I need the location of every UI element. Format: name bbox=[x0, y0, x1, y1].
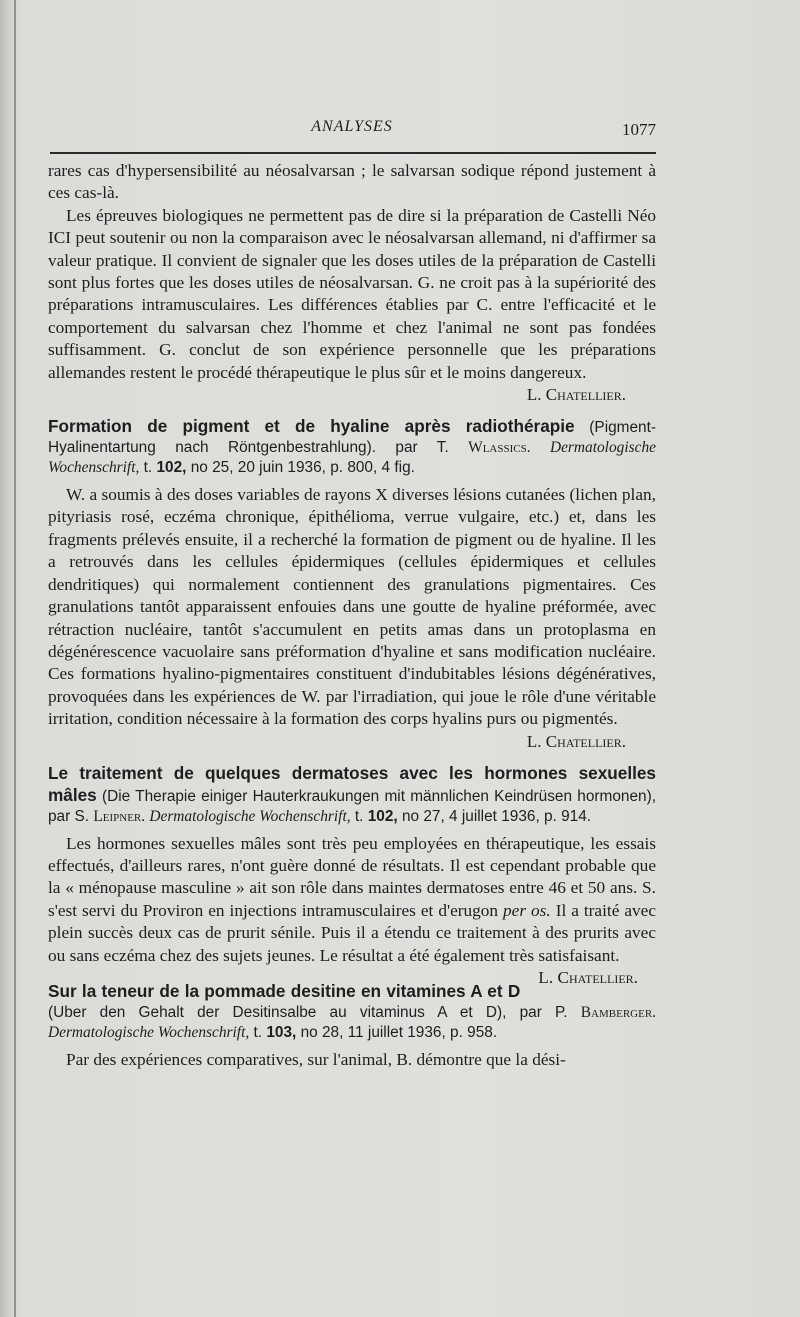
article3-journal: Dermatologische Wochenschrift, bbox=[149, 807, 351, 825]
article4-title: Sur la teneur de la pommade desitine en vitamines A et D bbox=[48, 980, 521, 1001]
article1-paragraph1: rares cas d'hypersensibilité au néosalvarsan ; le salvarsan sodique répond justement à ces cas-là. bbox=[48, 161, 656, 203]
article2-signature: L. Chatellier. bbox=[526, 731, 626, 751]
page-header bbox=[48, 118, 656, 142]
article2-journal: Dermatologische Wochenschrift, bbox=[48, 439, 656, 477]
article3-signature: L. Chatellier. bbox=[538, 967, 638, 987]
article3-heading bbox=[48, 763, 656, 827]
article3-title: Le traitement de quelques dermatoses avec les hormones sexuelles mâles bbox=[48, 762, 656, 805]
page-body bbox=[48, 160, 656, 1071]
binding-gutter bbox=[14, 0, 16, 1317]
article3-body-b: Il a traité avec plein succès deux cas de prurit sénile. Puis il a étendu ce traitement à des prurits avec ou sans eczéma chez des sujets jeunes. Le résultat a été également très satisfaisant. bbox=[48, 900, 656, 965]
article4-ref-a: (Uber den Gehalt der Desitinsalbe au vitaminus A et D), par P. bbox=[48, 1003, 568, 1021]
article2-body: W. a soumis à des doses variables de rayons X diverses lésions cutanées (lichen plan, pityriasis rosé, eczéma chronique, épithélioma, verrue vulgaire, etc.) et, dans les fragments prélevés ensuite, il a recherché la formation de pigment ou de hyaline. Il les a retrouvés dans les cellules épidermiques (cellules épidermiques et cellules dendritiques) qui normalement contiennent des granulations pigmentaires. Ces granulations tantôt apparaissent enfouies dans une goutte de hyaline préformée, avec rétraction nucléaire, tantôt s'accumulent en petits amas dans un protoplasma en dégénérescence vacuolaire sans préformation d'hyaline et sans modification nucléaire. Ces formations hyalino-pigmentaires constituent d'indubitables lésions dégénératives, provoquées dans les expériences de W. par l'irradiation, qui joue le rôle d'une véritable irritation, condition nécessaire à la formation des corps hyalins purs ou pigmentés. bbox=[48, 485, 656, 729]
header-rule bbox=[50, 152, 656, 154]
article4-author: Bamberger. bbox=[580, 1003, 657, 1021]
article3-body bbox=[48, 833, 656, 987]
article4-volume: 103, bbox=[266, 1023, 297, 1041]
article4-ref-c: no 28, 11 juillet 1936, p. 958. bbox=[300, 1023, 498, 1041]
article4-body: Par des expériences comparatives, sur l'animal, B. démontre que la dési- bbox=[66, 1049, 566, 1069]
article2-title: Formation de pigment et de hyaline après radiothérapie bbox=[48, 416, 575, 437]
article4-ref-b: t. bbox=[253, 1023, 263, 1041]
article4-journal: Dermatologische Wochenschrift, bbox=[48, 1023, 250, 1041]
article2-author: Wlassics. bbox=[468, 439, 531, 457]
article2-ref-c: no 25, 20 juin 1936, p. 800, 4 fig. bbox=[190, 459, 415, 477]
article2-volume: 102, bbox=[156, 459, 187, 477]
article3-body-a: Les hormones sexuelles mâles sont très peu employées en thérapeutique, les essais effectués, d'ailleurs rares, n'ont guère donné de résultats. Il est cependant probable que la « ménopause masculine » ait son rôle dans maintes dermatoses entre 46 et 50 ans. S. s'est servi du Proviron en injections intramusculaires et d'erugon bbox=[48, 833, 656, 920]
article3-per-os: per os. bbox=[503, 900, 551, 920]
page-number: 1077 bbox=[622, 120, 656, 139]
article2-ref-b: t. bbox=[143, 459, 153, 477]
article3-ref-b: t. bbox=[354, 807, 364, 825]
article3-volume: 102, bbox=[367, 807, 398, 825]
article1-signature: L. Chatellier. bbox=[526, 385, 626, 405]
article3-ref-a: (Die Therapie einiger Hauterkraukungen mit männlichen Keindrüsen hormonen), par S. bbox=[48, 787, 656, 825]
article4-heading bbox=[48, 981, 656, 1043]
article3-author: Leipner. bbox=[93, 807, 146, 825]
article3-ref-c: no 27, 4 juillet 1936, p. 914. bbox=[401, 807, 592, 825]
article2-heading bbox=[48, 416, 656, 478]
article2-ref-a: (Pigment-Hyalinentartung nach Röntgenbestrahlung). par T. bbox=[48, 419, 657, 457]
article1-paragraph2: Les épreuves biologiques ne permettent pas de dire si la préparation de Castelli Néo ICI peut soutenir ou non la comparaison avec le néosalvarsan allemand, ni d'affirmer sa valeur pratique. Il convient de signaler que les doses utiles de la préparation de Castelli sont plus fortes que les doses utiles de néosalvarsan. G. ne croit pas à la supériorité des préparations intramusculaires. Les différences établies par C. entre l'efficacité et le comportement du salvarsan chez l'homme et chez l'animal ne sont pas fondées suffisamment. G. conclut de son expérience personnelle que les préparations allemandes restent le procédé thérapeutique le plus sûr et le moins dangereux. bbox=[48, 205, 656, 382]
running-title: ANALYSES bbox=[311, 118, 393, 135]
